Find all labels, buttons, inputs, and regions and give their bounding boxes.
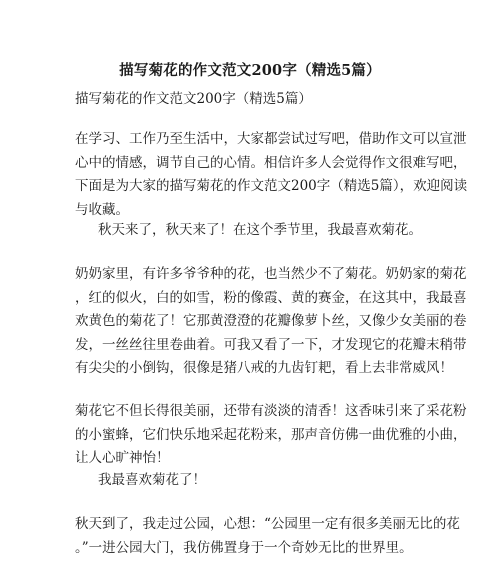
intro-line: 下面是为大家的描写菊花的作文范文200字（精选5篇），欢迎阅读: [75, 178, 468, 194]
autumn-line: 秋天来了，秋天来了！在这个季节里，我最喜欢菊花。: [98, 222, 422, 238]
park-line: 秋天到了，我走过公园，心想：“公园里一定有很多美丽无比的花: [75, 516, 460, 532]
intro-paragraph: [75, 128, 468, 222]
chrysanthemum-line: 菊花它不但长得很美丽，还带有淡淡的清香！这香味引来了采花粉: [75, 403, 467, 419]
intro-line: 在学习、工作乃至生活中，大家都尝试过写吧，借助作文可以宣泄: [75, 131, 467, 147]
document-title: 描写菊花的作文范文200字（精选5篇）: [119, 62, 381, 79]
grandma-paragraph: [75, 263, 467, 381]
chrysanthemum-line: 让人心旷神怡！: [75, 450, 170, 466]
grandma-line: 欢黄色的菊花了！它那黄澄澄的花瓣像萝卜丝，又像少女美丽的卷: [75, 313, 467, 329]
autumn-paragraph: [75, 219, 422, 243]
chrysanthemum-line: 的小蜜蜂，它们快乐地采起花粉来，那声音仿佛一曲优雅的小曲，: [75, 426, 467, 443]
grandma-line: ，红的似火，白的如雪，粉的像霞、黄的赛金，在这其中，我最喜: [75, 289, 467, 306]
grandma-line: 奶奶家里，有许多爷爷种的花，也当然少不了菊花。奶奶家的菊花: [75, 266, 467, 282]
love-line: 我最喜欢菊花了！: [98, 472, 206, 488]
park-paragraph: [75, 513, 460, 560]
love-paragraph: [75, 469, 415, 493]
park-line: 。”一进公园大门，我仿佛置身于一个奇妙无比的世界里。: [75, 539, 413, 556]
document-subtitle: 描写菊花的作文范文200字（精选5篇）: [75, 91, 312, 107]
grandma-line: 有尖尖的小倒钩，很像是猪八戒的九齿钉耙，看上去非常威风！: [75, 360, 453, 376]
intro-line: 与收藏。: [75, 201, 129, 218]
chrysanthemum-paragraph: [75, 400, 467, 471]
intro-line: 心中的情感，调节自己的心情。相信许多人会觉得作文很难写吧，: [75, 154, 467, 171]
grandma-line: 发，一丝丝往里卷曲着。可我又看了一下，才发现它的花瓣末稍带: [75, 336, 467, 353]
